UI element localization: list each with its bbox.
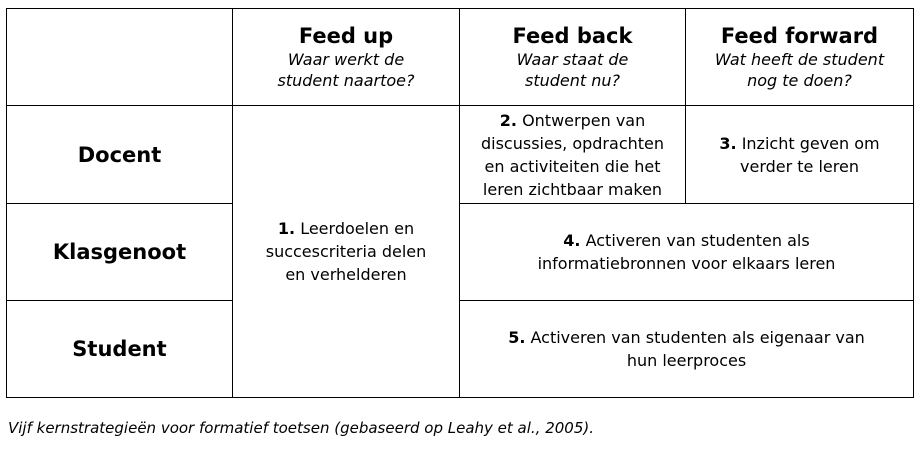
header-feed-back [460, 9, 686, 106]
strategy-1-line-1 [237, 217, 455, 240]
strategy-5-number: 5. [508, 328, 526, 347]
header-feed-forward-title: Feed forward [720, 24, 879, 48]
strategy-5-line-1 [464, 326, 909, 349]
strategy-4-line-1-text: Activeren van studenten als [580, 231, 810, 250]
row-student [7, 301, 914, 398]
strategy-4-line-2: informatiebronnen voor elkaars leren [537, 254, 836, 273]
strategy-3-cell [686, 106, 914, 204]
strategy-3-line-2: verder te leren [740, 156, 859, 176]
header-feed-up-question-line-1: Waar werkt de [287, 50, 405, 69]
header-feed-forward [686, 9, 914, 106]
strategy-2-line-2: discussies, opdrachten [480, 133, 665, 153]
strategy-4-number: 4. [563, 231, 581, 250]
corner-cell [7, 9, 233, 106]
strategy-2-line-1-text: Ontwerpen van [516, 110, 646, 130]
strategy-3-line-1-text: Inzicht geven om [736, 133, 880, 153]
strategy-1-number: 1. [277, 219, 296, 238]
strategy-5-cell [460, 301, 914, 398]
figure-caption: Vijf kernstrategieën voor formatief toetsen (gebaseerd op Leahy et al., 2005). [8, 419, 595, 437]
strategy-3-line-1 [690, 132, 909, 155]
header-feed-forward-question-line-2: nog te doen? [747, 71, 852, 90]
row-docent [7, 106, 914, 204]
header-feed-back-question-line-2: student nu? [524, 71, 621, 90]
header-feed-up-title: Feed up [298, 24, 394, 48]
strategy-2-cell [460, 106, 686, 204]
row-klasgenoot [7, 204, 914, 301]
strategy-1-cell [233, 106, 460, 398]
row-label-student: Student [7, 301, 233, 398]
strategy-1-line-1-text: Leerdoelen en [295, 219, 415, 238]
strategy-5-line-1-text: Activeren van studenten als eigenaar van [525, 328, 865, 347]
row-label-klasgenoot: Klasgenoot [7, 204, 233, 301]
header-feed-up-question-line-2: student naartoe? [277, 71, 415, 90]
header-feed-back-title: Feed back [512, 24, 633, 48]
header-row [7, 9, 914, 106]
row-label-docent: Docent [7, 106, 233, 204]
header-feed-up [233, 9, 460, 106]
strategy-1-line-2: succescriteria delen [265, 242, 427, 261]
strategy-4-line-1 [464, 229, 909, 252]
formative-assessment-strategy-table [6, 8, 914, 398]
strategy-1-line-3: en verhelderen [285, 265, 407, 284]
strategy-2-line-3: en activiteiten die het [484, 156, 661, 176]
strategy-3-number: 3. [719, 133, 737, 153]
strategy-5-line-2: hun leerproces [626, 351, 747, 370]
strategy-2-number: 2. [499, 110, 517, 130]
header-feed-forward-question-line-1: Wat heeft de student [714, 50, 885, 69]
strategy-2-line-1 [464, 109, 681, 132]
header-feed-back-question-line-1: Waar staat de [516, 50, 629, 69]
strategy-2-line-4: leren zichtbaar maken [482, 179, 663, 199]
strategy-4-cell [460, 204, 914, 301]
